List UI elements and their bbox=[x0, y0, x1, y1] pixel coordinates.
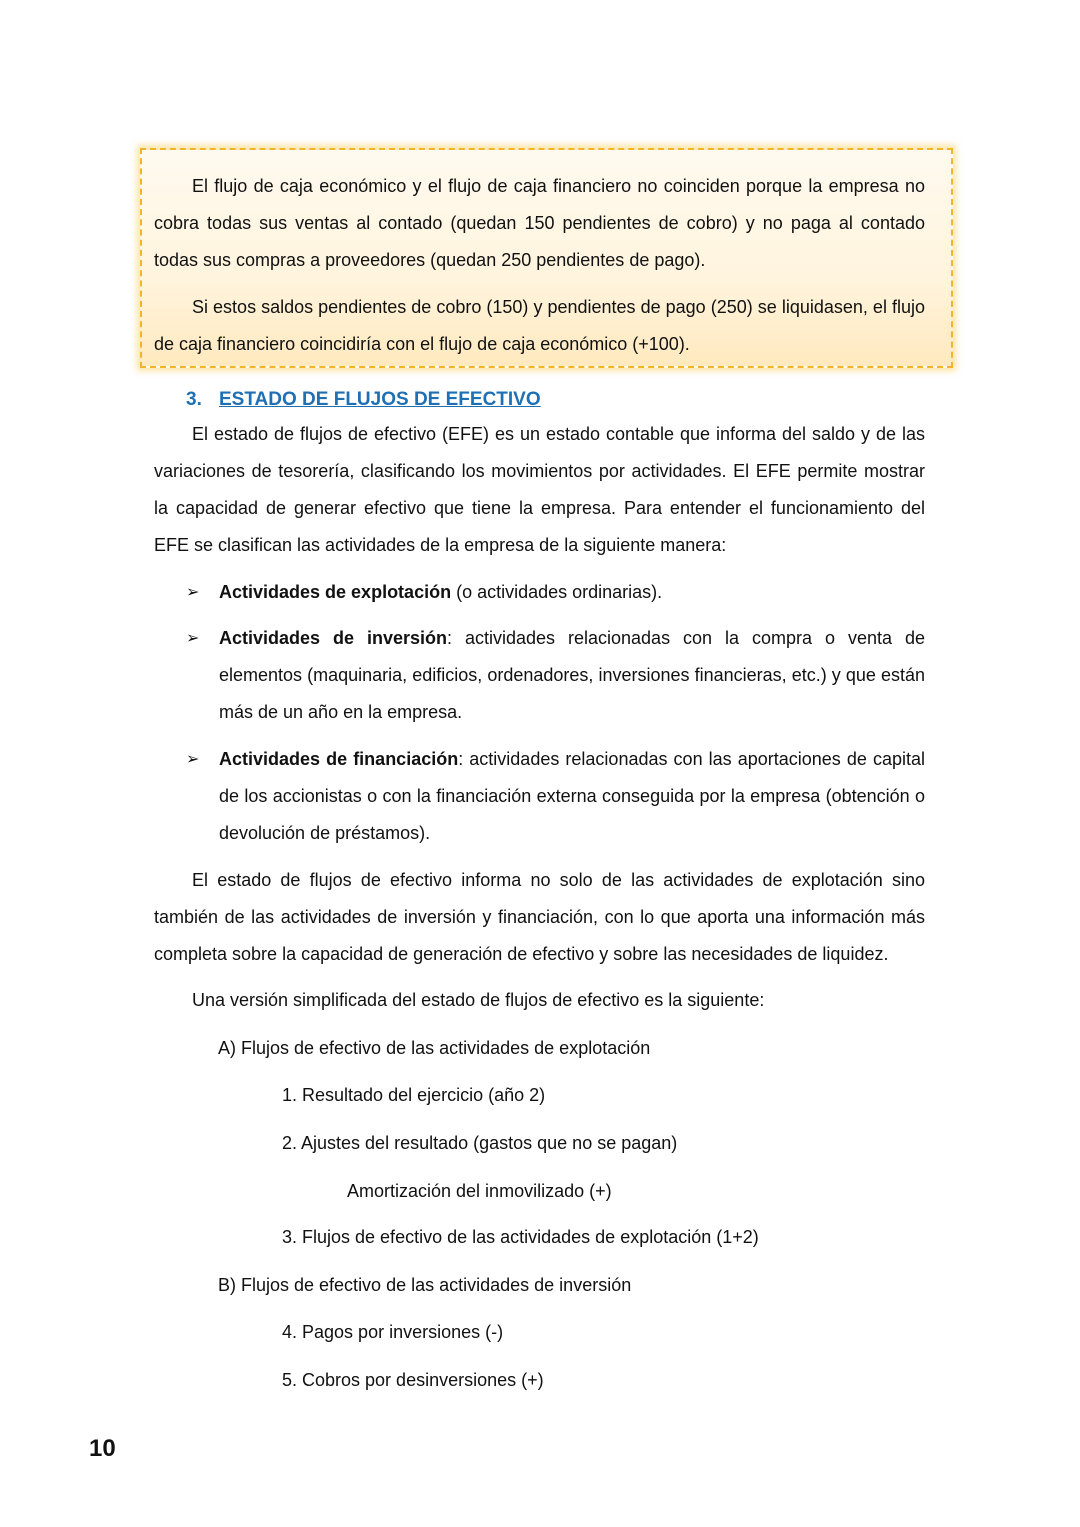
bullet-inversion bbox=[186, 620, 925, 731]
bullet-explotacion bbox=[186, 574, 925, 611]
arrow-bullet-icon: ➢ bbox=[186, 630, 200, 647]
outline-item-4: 4. Pagos por inversiones (-) bbox=[282, 1322, 504, 1342]
bullet-text: (o actividades ordinarias). bbox=[451, 582, 663, 602]
version-paragraph: Una versión simplificada del estado de flujos de efectivo es la siguiente: bbox=[192, 990, 765, 1010]
bullet-term: Actividades de financiación bbox=[219, 749, 459, 769]
callout-paragraph-2: Si estos saldos pendientes de cobro (150) y pendientes de pago (250) se liquidasen, el flujo de caja financiero coincidiría con el flujo de caja económico (+100). bbox=[154, 297, 925, 354]
outline-a: A) Flujos de efectivo de las actividades de explotación bbox=[218, 1038, 651, 1058]
section-number: 3. bbox=[186, 389, 202, 410]
bullet-financiacion bbox=[186, 741, 925, 852]
outline-item-5: 5. Cobros por desinversiones (+) bbox=[282, 1370, 544, 1390]
arrow-bullet-icon: ➢ bbox=[186, 751, 200, 768]
bullet-term: Actividades de inversión bbox=[219, 628, 448, 648]
bullet-text: : actividades relacionadas con las aportaciones de capital de los accionistas o con la financiación externa conseguida por la empresa (obtención o devolución de préstamos). bbox=[219, 749, 925, 843]
summary-paragraph: El estado de flujos de efectivo informa no solo de las actividades de explotación sino también de las actividades de inversión y financiación, con lo que aporta una información más completa sobre la capacidad de generación de efectivo y sobre las necesidades de liquidez. bbox=[154, 870, 925, 964]
outline-item-1: 1. Resultado del ejercicio (año 2) bbox=[282, 1085, 546, 1105]
section-title[interactable]: ESTADO DE FLUJOS DE EFECTIVO bbox=[219, 389, 541, 410]
section-heading bbox=[186, 385, 541, 415]
bullet-text: : actividades relacionadas con la compra o venta de elementos (maquinaria, edificios, ordenadores, inversiones financieras, etc.) y que están más de un año en la empresa. bbox=[219, 628, 925, 722]
bullet-term: Actividades de explotación bbox=[219, 582, 452, 602]
arrow-bullet-icon: ➢ bbox=[186, 584, 200, 601]
outline-item-2: 2. Ajustes del resultado (gastos que no se pagan) bbox=[282, 1133, 678, 1153]
outline-b: B) Flujos de efectivo de las actividades de inversión bbox=[218, 1275, 632, 1295]
intro-paragraph: El estado de flujos de efectivo (EFE) es un estado contable que informa del saldo y de las variaciones de tesorería, clasificando los movimientos por actividades. El EFE permite mostrar la capacidad de generar efectivo que tiene la empresa. Para entender el funcionamiento del EFE se clasifican las actividades de la empresa de la siguiente manera: bbox=[154, 424, 925, 555]
page-number: 10 bbox=[89, 1435, 116, 1462]
callout-paragraph-1: El flujo de caja económico y el flujo de caja financiero no coinciden porque la empresa no cobra todas sus ventas al contado (quedan 150 pendientes de cobro) y no paga al contado todas sus compras a proveedores (quedan 250 pendientes de pago). bbox=[154, 176, 925, 270]
outline-item-2-sub: Amortización del inmovilizado (+) bbox=[347, 1181, 612, 1201]
outline-item-3: 3. Flujos de efectivo de las actividades de explotación (1+2) bbox=[282, 1227, 759, 1247]
